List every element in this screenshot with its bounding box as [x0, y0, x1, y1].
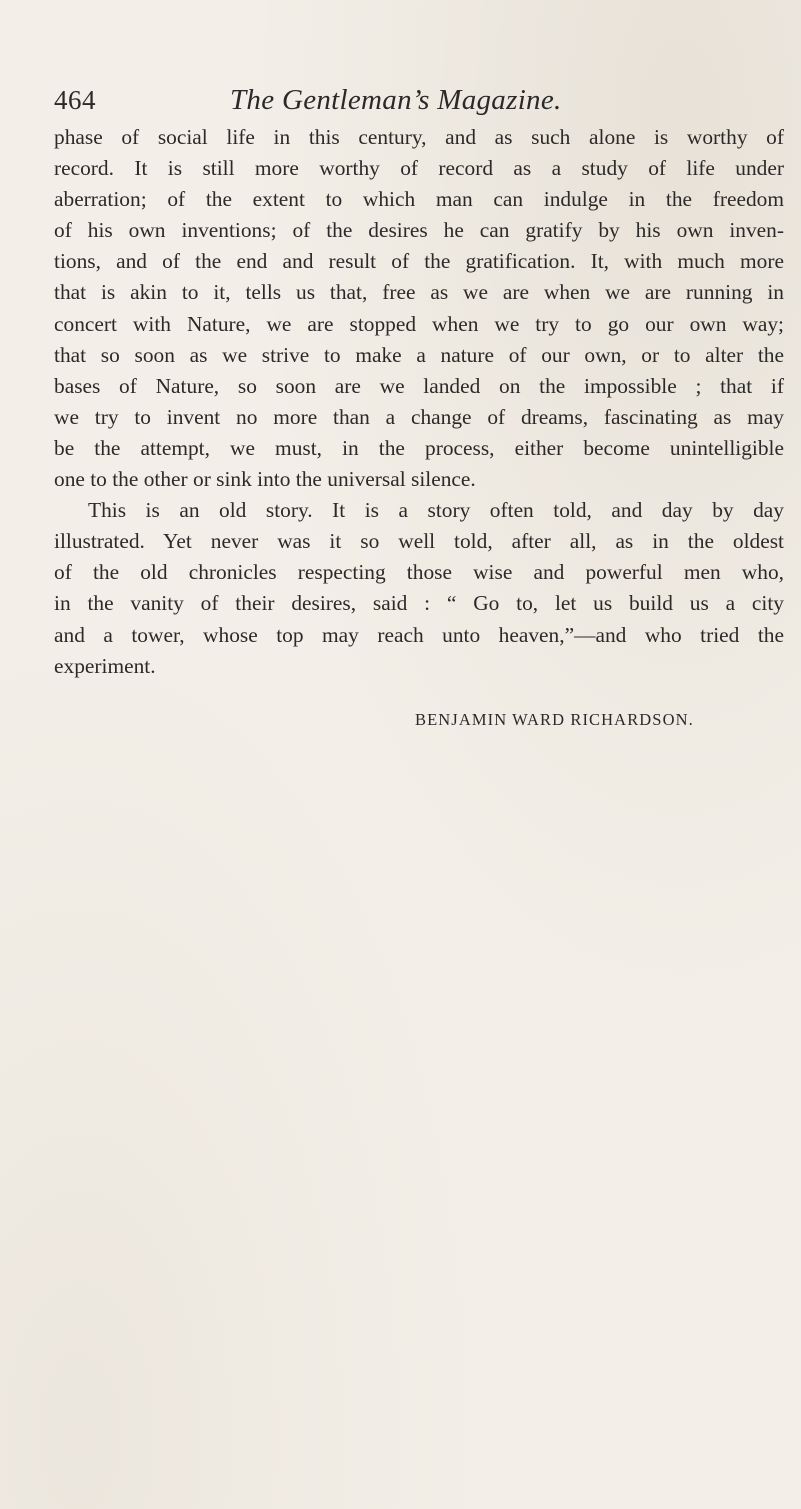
text-line: that is akin to it, tells us that, free as we are when we are running in: [54, 280, 784, 305]
text-line: This is an old story. It is a story often told, and day by day: [88, 498, 784, 523]
text-line: tions, and of the end and result of the gratification. It, with much more: [54, 249, 784, 274]
text-line: bases of Nature, so soon are we landed on the impossible ; that if: [54, 373, 784, 398]
text-line: experiment.: [54, 653, 156, 678]
paragraph-2: [54, 495, 784, 682]
text-line: we try to invent no more than a change of dreams, fascinating as may: [54, 404, 784, 429]
text-line: record. It is still more worthy of record as a study of life under: [54, 156, 784, 181]
text-line: in the vanity of their desires, said : “ Go to, let us build us a city: [54, 591, 784, 616]
running-head: [54, 78, 754, 122]
text-line: that so soon as we strive to make a nature of our own, or to alter the: [54, 342, 784, 367]
text-line: one to the other or sink into the universal silence.: [54, 467, 476, 492]
page-number: 464: [54, 85, 96, 115]
paragraph-1: [54, 122, 784, 495]
text-line: illustrated. Yet never was it so well told, after all, as in the oldest: [54, 529, 784, 554]
magazine-title: The Gentleman’s Magazine.: [230, 84, 562, 116]
author-signature: BENJAMIN WARD RICHARDSON.: [415, 710, 694, 729]
text-line: of the old chronicles respecting those wise and powerful men who,: [54, 560, 784, 585]
text-line: concert with Nature, we are stopped when we try to go our own way;: [54, 311, 784, 336]
text-line: of his own inventions; of the desires he can gratify by his own inven-: [54, 218, 784, 243]
article-body: [54, 122, 784, 682]
text-line: and a tower, whose top may reach unto heaven,”—and who tried the: [54, 622, 784, 647]
text-line: phase of social life in this century, and as such alone is worthy of: [54, 125, 784, 149]
text-line: aberration; of the extent to which man can indulge in the freedom: [54, 187, 784, 212]
text-line: be the attempt, we must, in the process, either become unintelligible: [54, 435, 784, 460]
